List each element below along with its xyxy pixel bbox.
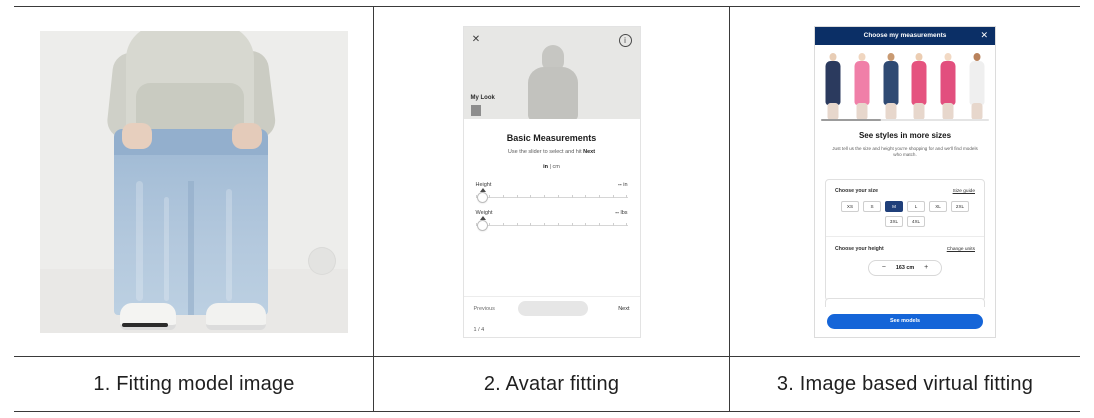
page-subtitle <box>464 149 640 155</box>
card-divider <box>826 236 984 237</box>
model-thumbnail[interactable] <box>965 51 989 121</box>
model-thumbnail[interactable] <box>879 51 903 121</box>
jeans-fold <box>226 189 232 301</box>
weight-label: Weight <box>475 209 493 216</box>
home-indicator-pill <box>518 301 588 316</box>
floor-shadow-line <box>122 323 168 327</box>
see-models-button[interactable]: See models <box>827 314 983 329</box>
weight-unit: lbs <box>620 209 628 216</box>
increment-button[interactable]: + <box>924 264 929 271</box>
avatar-body <box>528 67 578 121</box>
height-slider-caret <box>480 188 486 192</box>
wizard-footer <box>464 296 640 337</box>
size-section-header <box>835 188 975 194</box>
close-icon[interactable]: ✕ <box>980 29 988 40</box>
height-stepper <box>868 260 942 276</box>
size-option-xs[interactable]: XS <box>841 201 859 212</box>
close-icon[interactable]: ✕ <box>471 33 481 45</box>
model-carousel-thumb[interactable] <box>821 119 881 121</box>
size-option-s[interactable]: S <box>863 201 881 212</box>
modal-header <box>815 27 995 45</box>
my-look-label: My Look <box>470 94 495 101</box>
caption-2: 2. Avatar fitting <box>483 372 620 395</box>
unit-toggle[interactable] <box>464 164 640 170</box>
height-value <box>618 182 627 188</box>
jeans-fold <box>164 197 169 301</box>
height-field <box>476 182 628 198</box>
previous-button[interactable]: Previous <box>473 305 495 312</box>
jeans-center-seam <box>188 181 194 315</box>
headline: See styles in more sizes <box>858 130 952 140</box>
model-legs <box>828 103 839 120</box>
size-options <box>835 201 975 227</box>
model-legs <box>971 103 982 120</box>
unit-divider: | <box>549 163 551 170</box>
jeans-fold <box>136 181 143 301</box>
avatar-preview-area <box>464 27 640 119</box>
model-carousel-scrollbar[interactable] <box>821 119 989 121</box>
next-button[interactable]: Next <box>618 305 630 312</box>
height-section-label: Choose your height <box>835 245 884 252</box>
size-option-m[interactable]: M <box>885 201 903 212</box>
decrement-button[interactable]: − <box>881 264 886 271</box>
height-value: 163 cm <box>895 264 915 271</box>
background-orb <box>308 247 336 275</box>
height-slider[interactable] <box>476 197 628 198</box>
weight-value <box>615 210 627 216</box>
table-bottom-rule <box>14 411 1080 412</box>
virtual-fitting-screen <box>815 27 995 337</box>
model-outfit <box>969 61 984 105</box>
subtitle-text: Use the slider to select and hit <box>507 148 584 155</box>
model-outfit <box>826 61 841 105</box>
size-section-label: Choose your size <box>835 187 878 194</box>
modal-title: Choose my measurements <box>863 31 947 39</box>
model-head <box>887 53 894 61</box>
model-head <box>945 53 952 61</box>
model-gallery <box>815 45 995 121</box>
next-card-peek <box>825 298 985 307</box>
model-thumbnail[interactable] <box>907 51 931 121</box>
measurement-card <box>825 179 985 301</box>
sneaker-right <box>206 303 266 330</box>
hand-left <box>122 123 152 149</box>
model-outfit <box>912 61 927 105</box>
model-head <box>858 53 865 61</box>
subtitle-emphasis: Next <box>583 148 596 155</box>
weight-slider[interactable] <box>476 225 628 226</box>
model-legs <box>856 103 867 120</box>
size-option-xl[interactable]: XL <box>929 201 947 212</box>
model-legs <box>914 103 925 120</box>
model-head <box>830 53 837 61</box>
weight-slider-caret <box>480 216 486 220</box>
size-option-2xl[interactable]: 2XL <box>951 201 969 212</box>
model-legs <box>885 103 896 120</box>
model-outfit <box>941 61 956 105</box>
height-label: Height <box>475 181 492 188</box>
height-slider-knob[interactable] <box>478 193 487 202</box>
size-option-4xl[interactable]: 4XL <box>907 216 925 227</box>
cell-fitting-model-image <box>15 7 373 356</box>
page-indicator: 1 / 4 <box>473 326 485 333</box>
my-look-thumbnail[interactable] <box>471 105 481 116</box>
avatar-fitting-screen <box>464 27 640 337</box>
size-option-3xl[interactable]: 3XL <box>885 216 903 227</box>
fitting-model-photo <box>40 31 348 333</box>
info-icon[interactable]: i <box>619 34 632 47</box>
model-outfit <box>854 61 869 105</box>
model-thumbnail[interactable] <box>936 51 960 121</box>
unit-option-cm[interactable]: cm <box>552 163 560 170</box>
height-unit: in <box>623 181 628 188</box>
page-title: Basic Measurements <box>506 132 597 143</box>
cell-image-based-virtual-fitting <box>730 7 1080 356</box>
hand-right <box>232 123 262 149</box>
weight-slider-ticks <box>476 223 628 228</box>
height-number: -- <box>618 181 622 188</box>
model-legs <box>943 103 954 120</box>
unit-option-in[interactable]: in <box>543 163 549 170</box>
cell-avatar-fitting <box>374 7 729 356</box>
caption-3: 3. Image based virtual fitting <box>776 372 1034 395</box>
model-thumbnail[interactable] <box>850 51 874 121</box>
model-head <box>973 53 980 61</box>
change-units-link[interactable]: Change units <box>946 246 975 252</box>
size-guide-link[interactable]: Size guide <box>952 188 975 194</box>
height-slider-ticks <box>476 195 628 200</box>
weight-number: -- <box>615 209 619 216</box>
measurements-sheet <box>464 119 640 337</box>
caption-1: 1. Fitting model image <box>93 372 295 395</box>
weight-field <box>476 210 628 226</box>
height-section-header <box>835 246 975 252</box>
headline-subtext: Just tell us the size and height you're shopping for and we'll find models who match. <box>832 145 978 158</box>
model-outfit <box>883 61 898 105</box>
weight-slider-knob[interactable] <box>478 221 487 230</box>
model-head <box>916 53 923 61</box>
model-thumbnail[interactable] <box>821 51 845 121</box>
size-option-l[interactable]: L <box>907 201 925 212</box>
